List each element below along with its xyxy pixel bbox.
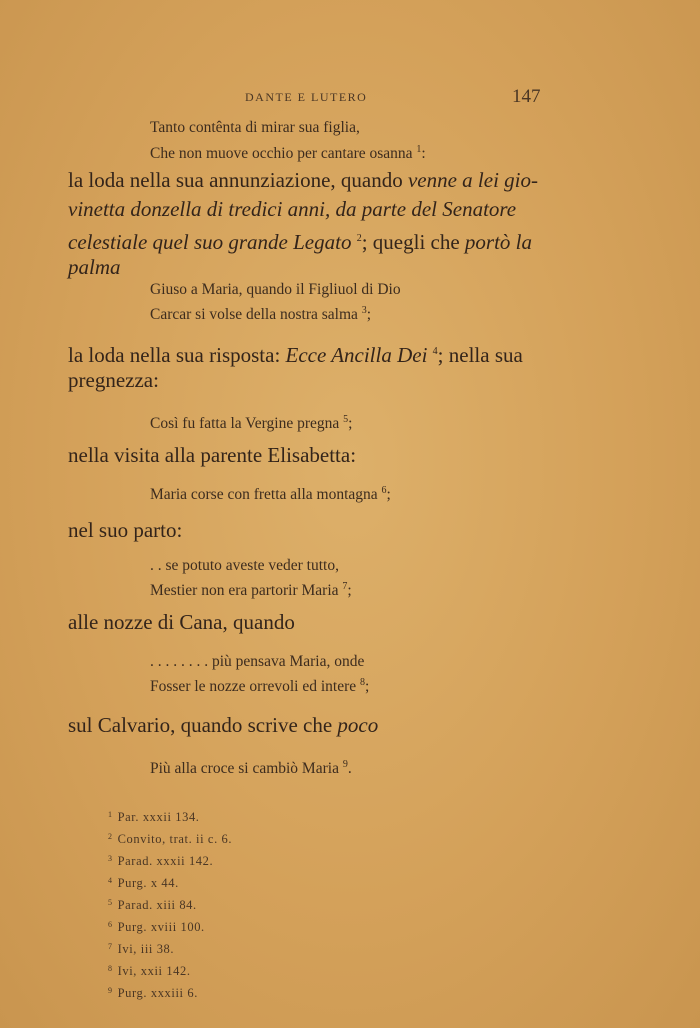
verse-line: Fosser le nozze orrevoli ed intere $^8$; [150,677,370,696]
footnote: $^8$ Ivi, xxii 142. [108,964,191,978]
verse-line: Giuso a Maria, quando il Figliuol di Dio [150,281,401,298]
footnote: $^2$ Convito, trat. ii c. 6. [108,832,233,846]
verse-line: Che non muove occhio per cantare osanna $^1$: [150,144,426,163]
prose-line: celestiale quel suo grande Legato $^2$; quegli che portò la [68,230,533,254]
footnote-ref: 1 [416,144,422,155]
footnote: $^1$ Par. xxxii 134. [108,810,200,824]
footnote: $^7$ Ivi, iii 38. [108,942,175,956]
verse-line: Carcar si volse della nostra salma $^3$; [150,305,372,324]
prose-line: alle nozze di Cana, quando [68,610,295,634]
prose-line: la loda nella sua annunziazione, quando venne a lei gio- [68,168,538,192]
footnote-ref: 6 [381,485,387,496]
prose-line: la loda nella sua risposta: Ecce Ancilla Dei $^4$; nella sua [68,343,523,367]
verse-line: . . se potuto aveste veder tutto, [150,557,339,574]
footnote: $^9$ Purg. xxxiii 6. [108,986,198,1000]
page-header [0,88,700,108]
footnote-ref: 2 [356,233,362,244]
prose-line: vinetta donzella di tredici anni, da parte del Senatore [68,197,517,221]
footnote-ref: 8 [360,677,366,688]
verse-line: Così fu fatta la Vergine pregna $^5$; [150,414,353,433]
prose-line: nel suo parto: [68,518,183,542]
prose-line: sul Calvario, quando scrive che poco [68,713,379,737]
footnote-ref: 9 [342,759,348,770]
verse-line: . . . . . . . . più pensava Maria, onde [150,653,365,670]
page-number: 147 [512,86,541,107]
footnote: $^3$ Parad. xxxii 142. [108,854,214,868]
footnote: $^5$ Parad. xiii 84. [108,898,197,912]
prose-line: pregnezza: [68,368,159,392]
footnote: $^6$ Purg. xviii 100. [108,920,205,934]
prose-line: palma [68,255,121,279]
running-head: DANTE E LUTERO [245,90,368,104]
footnote-ref: 7 [342,581,348,592]
verse-line: Mestier non era partorir Maria $^7$; [150,581,352,600]
prose-line: nella visita alla parente Elisabetta: [68,443,357,467]
verse-line: Tanto contênta di mirar sua figlia, [150,119,360,136]
footnotes [108,805,408,1003]
footnote-ref: 3 [361,305,367,316]
verse-line: Più alla croce si cambiò Maria $^9$. [150,759,352,778]
footnote: $^4$ Purg. x 44. [108,876,179,890]
footnote-ref: 5 [343,414,349,425]
verse-line: Maria corse con fretta alla montagna $^6$; [150,485,391,504]
footnote-ref: 4 [432,346,438,357]
